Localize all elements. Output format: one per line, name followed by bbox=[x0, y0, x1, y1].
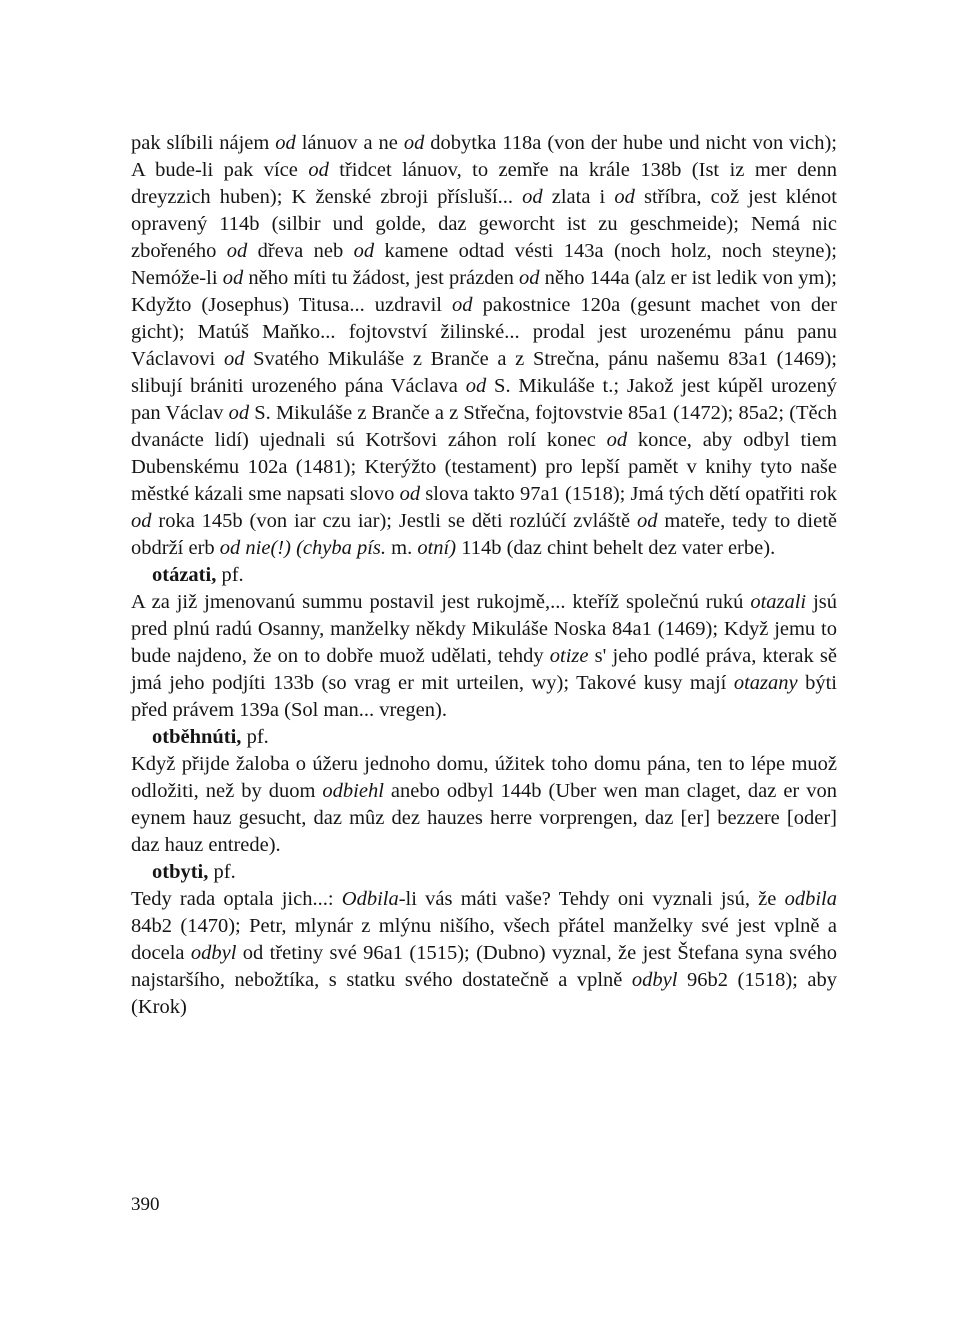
italic-text: od nie(!) (chyba pís. bbox=[219, 537, 387, 559]
text-run: konce, aby odbyl tiem Dubenskému 102a (1481); Kterýžto (testament) pro lepší pamět v knihy tyto naše městké kázali sme napsati slovo bbox=[131, 429, 837, 505]
entry-paragraph bbox=[131, 130, 837, 562]
italic-text: od bbox=[222, 267, 244, 289]
page-number: 390 bbox=[131, 1194, 160, 1215]
italic-text: otní) bbox=[417, 537, 457, 559]
italic-text: otazany bbox=[733, 672, 798, 694]
headword: otbyti, bbox=[152, 861, 209, 883]
text-run: něho 144a (alz er ist ledik von ym); Kdyžto (Josephus) Titusa... uzdravil bbox=[131, 267, 838, 316]
italic-text: od bbox=[223, 348, 245, 370]
italic-text: otazali bbox=[750, 591, 807, 613]
italic-text: od bbox=[226, 240, 248, 262]
headword: otběhnúti, bbox=[152, 726, 242, 748]
italic-text: Odbila bbox=[341, 888, 399, 910]
entry-heading bbox=[131, 724, 837, 751]
text-run: S. Mikuláše t.; Jakož jest kúpěl urozený pan Václav bbox=[131, 375, 837, 424]
italic-text: odbyl bbox=[631, 969, 678, 991]
text-run: s' jeho podlé práva, kterak sě jmá jeho podjíti 133b (so vrag er mit urteilen, wy); Takové kusy mají bbox=[131, 645, 837, 694]
italic-text: od bbox=[399, 483, 421, 505]
part-of-speech: pf. bbox=[213, 861, 236, 883]
entry-paragraph bbox=[131, 886, 837, 1021]
entry-paragraph bbox=[131, 751, 837, 859]
italic-text: od bbox=[228, 402, 250, 424]
text-run: -li vás máti vaše? Tehdy oni vyznali jsú, že bbox=[398, 888, 785, 910]
italic-text: odbiehl bbox=[322, 780, 384, 802]
italic-text: od bbox=[465, 375, 487, 397]
entry-heading bbox=[131, 859, 837, 886]
part-of-speech: pf. bbox=[246, 726, 269, 748]
text-run: od třetiny své 96a1 (1515); (Dubno) vyznal, že jest Štefana syna svého najstaršího, nebožtíka, s statku svého dostatečně a vplně bbox=[131, 942, 837, 991]
text-run: mateře, tedy to dietě obdrží erb bbox=[131, 510, 837, 559]
italic-text: od bbox=[452, 294, 473, 316]
entry-heading bbox=[131, 562, 837, 589]
italic-text: od bbox=[275, 132, 296, 154]
text-run: roka 145b (von iar czu iar); Jestli se děti rozlúčí zvláště bbox=[151, 510, 638, 532]
italic-text: od bbox=[637, 510, 658, 532]
text-run: Svatého Mikuláše z Branče a z Strečna, pánu našemu 83a1 (1469); slibují brániti urozeného pána Václava bbox=[131, 348, 837, 397]
text-run: 96b2 (1518); aby (Krok) bbox=[131, 969, 838, 1018]
text-run: Když přijde žaloba o úžeru jednoho domu, úžitek toho domu pána, ten to lépe muož odložiti, než by duom bbox=[131, 753, 837, 802]
text-run: jsú pred plnú radú Osanny, manželky někdy Mikuláše Noska 84a1 (1469); Když jemu to bude najdeno, že on to dobře muož udělati, tehdy bbox=[131, 591, 837, 667]
italic-text: od bbox=[522, 186, 543, 208]
italic-text: otize bbox=[549, 645, 589, 667]
text-run: slova takto 97a1 (1518); Jmá tých dětí opatřiti rok bbox=[420, 483, 837, 505]
text-run: S. Mikuláše z Branče a z Střečna, fojtovstvie 85a1 (1472); 85a2; (Těch dvanácte lidí) ujednali sú Kotršovi záhon rolí konec bbox=[131, 402, 838, 451]
text-run: anebo odbyl 144b (Uber wen man claget, daz er von eynem hauz gesucht, daz mûz dez hauzes herre vorprengen, daz [er] bezzere [oder] daz hauz entrede). bbox=[131, 780, 837, 856]
text-run: m. bbox=[386, 537, 418, 559]
text-run: kamene odtad vésti 143a (noch holz, noch steyne); Nemóže-li bbox=[131, 240, 837, 289]
italic-text: od bbox=[606, 429, 628, 451]
italic-text: od bbox=[403, 132, 425, 154]
text-run: Tedy rada optala jich...: bbox=[131, 888, 342, 910]
text-run: pakostnice 120a (gesunt machet von der gicht); Matúš Maňko... fojtovství žilinské... prodal jest urozenému pánu panu Václavovi bbox=[131, 294, 837, 370]
text-run: dřeva neb bbox=[247, 240, 354, 262]
text-run: lánuov a ne bbox=[295, 132, 404, 154]
italic-text: odbila bbox=[784, 888, 837, 910]
italic-text: od bbox=[308, 159, 329, 181]
text-run: A za již jmenovanú summu postavil jest rukojmě,... kteříž společnú rukú bbox=[131, 591, 751, 613]
part-of-speech: pf. bbox=[221, 564, 244, 586]
italic-text: od bbox=[519, 267, 540, 289]
page-body bbox=[131, 130, 837, 1021]
text-run: zlata i bbox=[542, 186, 615, 208]
text-run: něho míti tu žádost, jest prázden bbox=[243, 267, 520, 289]
entry-paragraph bbox=[131, 589, 837, 724]
italic-text: od bbox=[614, 186, 635, 208]
text-run: třidcet lánuov, to zemře na krále 138b (Ist iz mer denn dreyzzich huben); K ženské zbroji přísluší... bbox=[131, 159, 838, 208]
text-run: 84b2 (1470); Petr, mlynár z mlýnu nišího, všech přátel manželky své jest vplně a docela bbox=[131, 915, 837, 964]
text-run: pak slíbili nájem bbox=[131, 132, 276, 154]
italic-text: od bbox=[131, 510, 152, 532]
text-run: 114b (daz chint behelt dez vater erbe). bbox=[456, 537, 776, 559]
headword: otázati, bbox=[152, 564, 217, 586]
text-run: býti před právem 139a (Sol man... vregen). bbox=[131, 672, 837, 721]
text-run: dobytka 118a (von der hube und nicht von vich); A bude-li pak více bbox=[131, 132, 837, 181]
italic-text: od bbox=[353, 240, 375, 262]
text-run: stříbra, což jest klénot opravený 114b (silbir und golde, daz geworcht ist zu geschmeide); Nemá nic zbořeného bbox=[131, 186, 837, 262]
italic-text: odbyl bbox=[190, 942, 237, 964]
